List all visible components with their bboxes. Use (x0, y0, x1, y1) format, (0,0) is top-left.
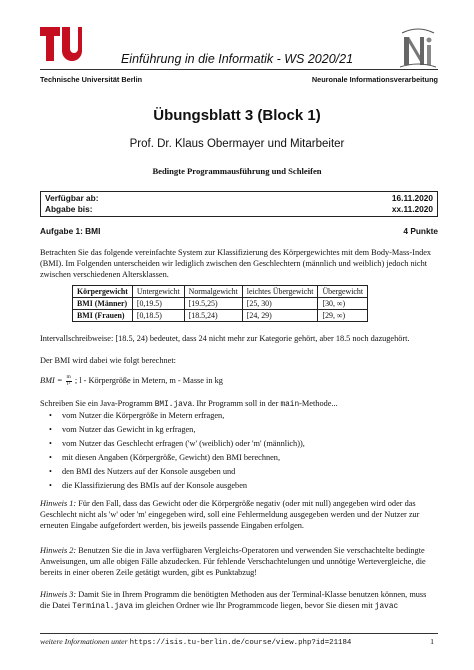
javac-command: javac (374, 603, 399, 612)
java-text-mid: . Ihr Programm soll in der (192, 399, 281, 408)
java-filename: BMI.java (154, 401, 193, 409)
table-header-row (73, 286, 368, 298)
sheet-topic: Bedingte Programmausführung und Schleifen (152, 166, 322, 176)
java-method: main (280, 401, 300, 409)
requirements-list (40, 409, 438, 494)
interval-note: Intervallschreibweise: [18.5, 24) bedeutet, dass 24 nicht mehr zur Kategorie gehört, aber 18.5 noch dazugehört. (40, 334, 410, 343)
calc-intro: Der BMI wird dabei wie folgt berechnet: (40, 356, 176, 365)
hint-3-text-mid: im gleichen Ordner wie Ihr Programmcode liegen, bevor Sie diesen mit (133, 601, 375, 611)
task-intro: Betrachten Sie das folgende vereinfachte System zur Klassifizierung des Körpergewichtes mit dem Body-Mass-Index (BMI). Im Folgenden unterscheiden wir lediglich zwischen den Geschlechtern (männlich und weiblich) jedoch nicht zwischen verschiedenen Altersklassen. (40, 248, 432, 280)
hint-1-text: Für den Fall, dass das Gewicht oder die Körpergröße negativ (oder mit null) angegeben wird oder das Geschlecht nicht als 'w' oder 'm' eingegeben wird, soll eine Fehlermeldung ausgegeben werden und der Nutzer zur erneuten Eingabe aufgefordert werden, bis jeweils passende Eingaben erfolgen. (40, 499, 420, 531)
bmi-formula (40, 375, 223, 387)
department-name: Neuronale Informationsverarbeitung (311, 75, 438, 84)
due-date: xx.11.2020 (391, 204, 433, 214)
hint-2-text: Benutzen Sie die in Java verfügbaren Vergleichs-Operatoren und verwenden Sie verschachtelte bedingte Anweisungen, um alle obigen Fälle abzudecken. Für fehlende Verschachtelungen und unnötige Wertevergleiche, die bereits in einer oberen Zeile getätigt wurden, gibt es Punktabzug! (40, 546, 426, 578)
sheet-title: Übungsblatt 3 (Block 1) (153, 107, 321, 124)
list-item: • die Klassifizierung des BMIs auf der Konsole ausgeben (62, 479, 438, 493)
java-text-pre: Schreiben Sie ein Java-Programm (40, 399, 155, 408)
list-item: • mit diesen Angaben (Körpergröße, Gewicht) den BMI berechnen, (62, 451, 438, 465)
formula-description: ; l - Körpergröße in Metern, m - Masse in kg (74, 375, 223, 385)
table-cell: [18.5,24) (184, 310, 242, 322)
available-label: Verfügbar ab: (45, 193, 99, 203)
table-cell: [0,19.5) (132, 298, 184, 310)
formula-lhs: BMI = (40, 375, 63, 385)
available-row (45, 193, 433, 204)
table-cell: [30, ∞) (318, 298, 368, 310)
table-cell: BMI (Frauen) (73, 310, 133, 322)
author-line: Prof. Dr. Klaus Obermayer und Mitarbeiter (129, 138, 345, 150)
hint-3-label: Hinweis 3: (40, 590, 77, 599)
due-row (45, 204, 433, 215)
header-divider (40, 69, 438, 70)
hint-2 (40, 545, 438, 579)
hint-1-label: Hinweis 1: (40, 499, 77, 508)
footer-text: weitere Informationen unter (40, 637, 130, 646)
hint-3-text-pre: Damit Sie in Ihrem Programm die benötigten Methoden aus der Terminal-Klasse benutzen können, muss die Datei (40, 590, 427, 611)
table-cell: [25, 30) (242, 298, 318, 310)
formula-numerator: m (66, 374, 71, 380)
java-text-post: -Methode... (299, 399, 338, 408)
table-header-cell: Untergewicht (132, 286, 184, 298)
formula-fraction (66, 375, 72, 387)
hint-1 (40, 498, 438, 532)
task-title: Aufgabe 1: BMI (40, 226, 101, 236)
table-row (73, 298, 368, 310)
task-header (40, 226, 438, 238)
course-title: Einführung in die Informatik - WS 2020/21 (120, 52, 354, 66)
page-number: 1 (430, 637, 434, 646)
footer (40, 637, 351, 647)
tu-logo-text: berlin (70, 40, 75, 50)
footer-divider (40, 633, 438, 634)
university-name: Technische Universität Berlin (40, 75, 143, 84)
date-box (40, 191, 438, 217)
bmi-table (72, 285, 368, 322)
hint-2-label: Hinweis 2: (40, 546, 77, 555)
hint-3 (40, 589, 438, 613)
list-item: • vom Nutzer die Körpergröße in Metern erfragen, (62, 409, 438, 423)
table-row (73, 310, 368, 322)
ni-logo (398, 27, 438, 69)
table-cell: [24, 29) (242, 310, 318, 322)
list-item: • vom Nutzer das Geschlecht erfragen ('w' (weiblich) oder 'm' (männlich)), (62, 437, 438, 451)
list-item: • den BMI des Nutzers auf der Konsole ausgeben und (62, 465, 438, 479)
available-date: 16.11.2020 (391, 193, 433, 203)
task-points: 4 Punkte (403, 226, 438, 236)
table-cell: [29, ∞) (318, 310, 368, 322)
terminal-filename: Terminal.java (72, 603, 134, 612)
tu-berlin-logo (40, 27, 82, 67)
table-cell: BMI (Männer) (73, 298, 133, 310)
table-header-cell: Übergewicht (318, 286, 368, 298)
list-item: • vom Nutzer das Gewicht in kg erfragen, (62, 423, 438, 437)
table-header-cell: Normalgewicht (184, 286, 242, 298)
course-link[interactable]: https://isis.tu-berlin.de/course/view.php?id=21184 (129, 639, 352, 647)
table-header-cell: leichtes Übergewicht (242, 286, 318, 298)
table-cell: [0,18.5) (132, 310, 184, 322)
table-header-cell: Körpergewicht (73, 286, 133, 298)
formula-denominator: l² (67, 380, 71, 387)
table-cell: [19.5,25) (184, 298, 242, 310)
due-label: Abgabe bis: (45, 204, 93, 214)
